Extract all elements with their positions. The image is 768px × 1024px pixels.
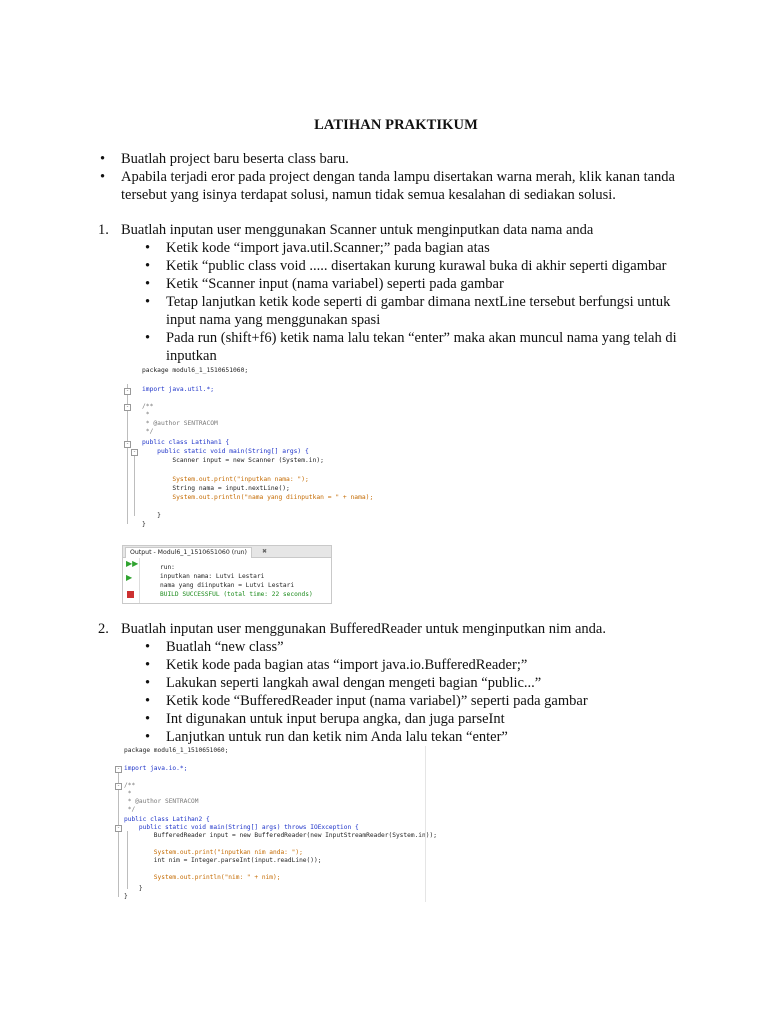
task-number: 1. xyxy=(98,222,109,238)
bullet-dot: • xyxy=(145,276,151,292)
fold-toggle-icon: - xyxy=(125,404,129,410)
page-title: LATIHAN PRAKTIKUM xyxy=(314,117,478,133)
code-line: /** xyxy=(142,403,154,410)
code-line: } xyxy=(124,885,143,892)
output-panel xyxy=(122,545,332,604)
code-line: int nim = Integer.parseInt(input.readLine()); xyxy=(124,857,322,864)
rerun-icon[interactable]: ▶▶ xyxy=(126,559,139,568)
code-line: String nama = input.nextLine(); xyxy=(142,485,290,492)
fold-guide xyxy=(134,456,135,516)
run-icon[interactable]: ▶ xyxy=(126,573,133,582)
step-text: Int digunakan untuk input berupa angka, dan juga parseInt xyxy=(166,711,505,727)
step-text: Pada run (shift+f6) ketik nama lalu tekan “enter” maka akan muncul nama yang telah di xyxy=(166,330,677,346)
output-line: nama yang diinputkan = Lutvi Lestari xyxy=(160,582,295,589)
code-line: * @author SENTRACOM xyxy=(142,420,218,427)
bullet-dot: • xyxy=(145,294,151,310)
output-tabbar xyxy=(123,546,331,558)
bullet-dot: • xyxy=(145,711,151,727)
code-line: System.out.print("inputkan nama: "); xyxy=(142,476,309,483)
code-screenshot-1 xyxy=(122,364,402,532)
code-line: package modul6_1_1510651060; xyxy=(142,367,249,374)
bullet-dot: • xyxy=(145,657,151,673)
fold-toggle-icon: - xyxy=(125,441,129,447)
bullet-dot: • xyxy=(100,169,106,185)
code-line: Scanner input = new Scanner (System.in); xyxy=(142,457,324,464)
step-text: Ketik “public class void ..... disertakan kurung kurawal buka di akhir seperti digambar xyxy=(166,258,667,274)
step-text: input nama yang menggunakan spasi xyxy=(166,312,381,328)
step-text: Ketik “Scanner input (nama variabel) seperti pada gambar xyxy=(166,276,504,292)
code-line: * xyxy=(124,790,132,797)
fold-toggle-icon: - xyxy=(116,783,120,789)
step-text: Lakukan seperti langkah awal dengan mengeti bagian “public...” xyxy=(166,675,542,691)
code-line: } xyxy=(142,512,161,519)
code-line: BufferedReader input = new BufferedReader(new InputStreamReader(System.in)); xyxy=(124,832,437,839)
bullet-dot: • xyxy=(145,240,151,256)
code-line: package modul6_1_1510651060; xyxy=(124,747,229,754)
step-text: Ketik kode “BufferedReader input (nama variabel)” seperti pada gambar xyxy=(166,693,588,709)
code-line: */ xyxy=(142,428,154,435)
output-line: run: xyxy=(160,564,175,571)
task-text: Buatlah inputan user menggunakan Scanner untuk menginputkan data nama anda xyxy=(121,222,594,238)
code-line: public static void main(String[] args) { xyxy=(142,448,309,455)
intro-bullet-text: Buatlah project baru beserta class baru. xyxy=(121,151,349,167)
output-line: BUILD SUCCESSFUL (total time: 22 seconds) xyxy=(160,591,313,598)
fold-toggle-icon: - xyxy=(125,388,129,394)
step-text: Ketik kode “import java.util.Scanner;” pada bagian atas xyxy=(166,240,490,256)
step-text: Lanjutkan untuk run dan ketik nim Anda lalu tekan “enter” xyxy=(166,729,508,745)
code-line: public static void main(String[] args) throws IOException { xyxy=(124,824,359,831)
bullet-dot: • xyxy=(100,151,106,167)
code-line: System.out.println("nim: " + nim); xyxy=(124,874,281,881)
code-line: * xyxy=(142,411,150,418)
bullet-dot: • xyxy=(145,639,151,655)
step-text: Tetap lanjutkan ketik kode seperti di gambar dimana nextLine tersebut berfungsi untuk xyxy=(166,294,671,310)
code-line: System.out.print("inputkan nim anda: "); xyxy=(124,849,303,856)
code-line: } xyxy=(142,521,146,528)
step-text: Ketik kode pada bagian atas “import java.io.BufferedReader;” xyxy=(166,657,528,673)
bullet-dot: • xyxy=(145,258,151,274)
code-line: public class Latihan1 { xyxy=(142,439,230,446)
code-line: import java.io.*; xyxy=(124,765,188,772)
close-icon[interactable]: ✖ xyxy=(262,548,268,555)
step-text: Buatlah “new class” xyxy=(166,639,284,655)
intro-bullet-text: Apabila terjadi eror pada project dengan tanda lampu disertakan warna merah, klik kanan tanda xyxy=(121,169,675,185)
code-line: import java.util.*; xyxy=(142,386,215,393)
output-tab[interactable]: Output - Modul6_1_1510651060 (run) xyxy=(125,547,252,558)
fold-toggle-icon: - xyxy=(132,449,136,455)
task-text: Buatlah inputan user menggunakan BufferedReader untuk menginputkan nim anda. xyxy=(121,621,606,637)
task-number: 2. xyxy=(98,621,109,637)
code-line: * @author SENTRACOM xyxy=(124,798,199,805)
code-line: */ xyxy=(124,806,136,813)
bullet-dot: • xyxy=(145,693,151,709)
output-line: inputkan nama: Lutvi Lestari xyxy=(160,573,265,580)
code-screenshot-2 xyxy=(113,745,437,903)
code-line: System.out.println("nama yang diinputkan = " + nama); xyxy=(142,494,374,501)
code-line: /** xyxy=(124,782,136,789)
code-line: } xyxy=(124,893,128,900)
fold-toggle-icon: - xyxy=(116,825,120,831)
code-line: public class Latihan2 { xyxy=(124,816,210,823)
step-text: inputkan xyxy=(166,348,217,364)
bullet-dot: • xyxy=(145,330,151,346)
bullet-dot: • xyxy=(145,675,151,691)
fold-toggle-icon: - xyxy=(116,766,120,772)
output-toolbar xyxy=(123,558,140,603)
bullet-dot: • xyxy=(145,729,151,745)
stop-icon[interactable] xyxy=(127,591,134,598)
editor-margin-line xyxy=(425,746,426,902)
intro-bullet-text: tersebut yang isinya terdapat solusi, namun tidak semua kesalahan di sediakan solusi. xyxy=(121,187,616,203)
